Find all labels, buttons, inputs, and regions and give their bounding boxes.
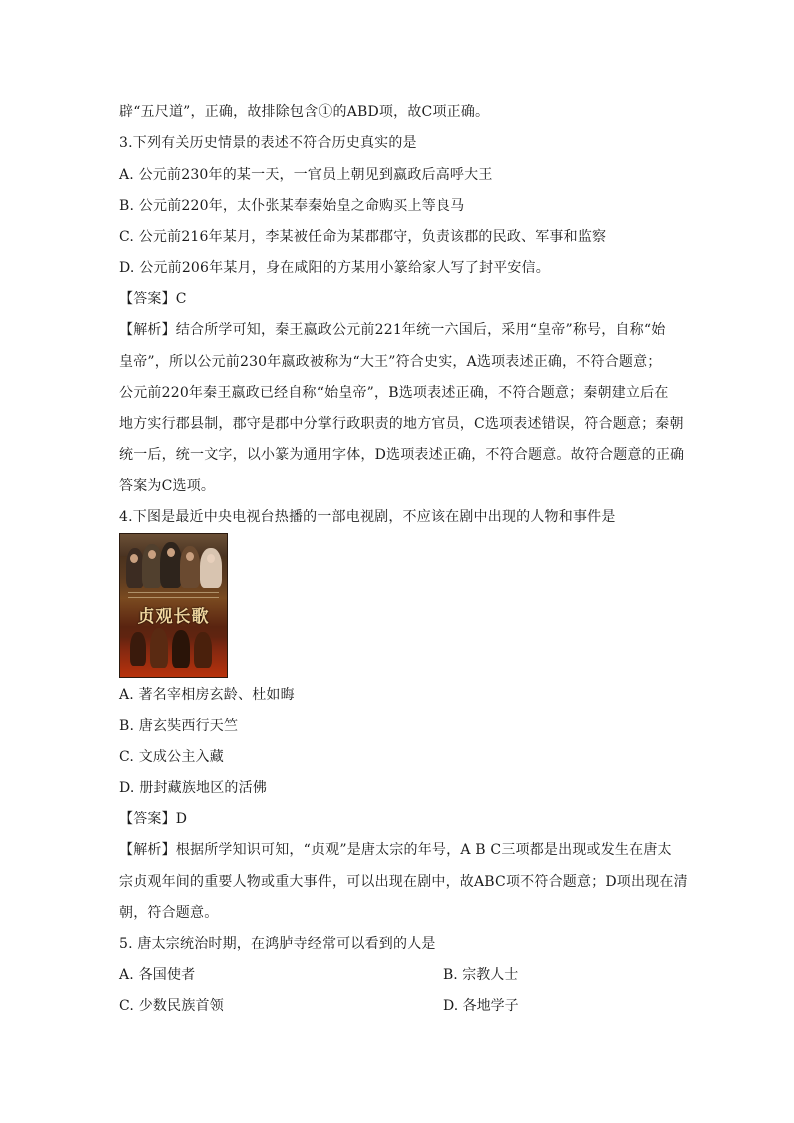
question-5-option-a: A. 各国使者 [119, 967, 196, 983]
question-4-option-b: B. 唐玄奘西行天竺 [119, 718, 239, 734]
question-3-explanation: 皇帝”，所以公元前230年嬴政被称为“大王”符合史实，A选项表述正确，不符合题意； [119, 354, 662, 370]
question-3-explanation: 统一后，统一文字，以小篆为通用字体，D选项表述正确，不符合题意。故符合题意的正确 [119, 447, 685, 463]
question-5-option-d: D. 各地学子 [443, 998, 519, 1014]
question-4-option-a: A. 著名宰相房玄龄、杜如晦 [119, 687, 295, 703]
question-5-stem: 5. 唐太宗统治时期，在鸿胪寺经常可以看到的人是 [119, 936, 436, 952]
question-3-answer: 【答案】C [119, 291, 187, 307]
question-4-option-d: D. 册封藏族地区的活佛 [119, 780, 268, 796]
question-4-option-c: C. 文成公主入藏 [119, 749, 224, 765]
question-4-explanation: 【解析】根据所学知识可知，“贞观”是唐太宗的年号，A B C三项都是出现或发生在唐太 [119, 842, 672, 858]
question-5-option-c: C. 少数民族首领 [119, 998, 224, 1014]
text-line: 辟“五尺道”，正确，故排除包含①的ABD项，故C项正确。 [119, 104, 490, 120]
question-3-stem: 3.下列有关历史情景的表述不符合历史真实的是 [119, 135, 417, 151]
question-4-explanation: 朝，符合题意。 [119, 905, 219, 921]
question-3-explanation: 公元前220年秦王嬴政已经自称“始皇帝”，B选项表述正确，不符合题意；秦朝建立后在 [119, 385, 669, 401]
question-3-explanation: 答案为C选项。 [119, 478, 216, 494]
question-3-explanation: 【解析】结合所学可知，秦王嬴政公元前221年统一六国后，采用“皇帝”称号，自称“始 [119, 322, 666, 338]
question-3-explanation: 地方实行郡县制，郡守是郡中分掌行政职责的地方官员，C选项表述错误，符合题意；秦朝 [119, 416, 684, 432]
question-4-answer: 【答案】D [119, 811, 188, 827]
question-5-option-b: B. 宗教人士 [443, 967, 519, 983]
question-3-option-b: B. 公元前220年，太仆张某奉秦始皇之命购买上等良马 [119, 198, 465, 214]
question-4-explanation: 宗贞观年间的重要人物或重大事件，可以出现在剧中，故ABC项不符合题意；D项出现在清 [119, 874, 688, 890]
question-3-option-a: A. 公元前230年的某一天，一官员上朝见到嬴政后高呼大王 [119, 167, 493, 183]
question-3-option-d: D. 公元前206年某月，身在咸阳的方某用小篆给家人写了封平安信。 [119, 260, 550, 276]
tv-drama-poster-image [119, 533, 228, 678]
poster-title: 贞观长歌 [137, 607, 210, 627]
question-4-stem: 4.下图是最近中央电视台热播的一部电视剧，不应该在剧中出现的人物和事件是 [119, 509, 616, 525]
question-3-option-c: C. 公元前216年某月，李某被任命为某郡郡守，负责该郡的民政、军事和监察 [119, 229, 607, 245]
